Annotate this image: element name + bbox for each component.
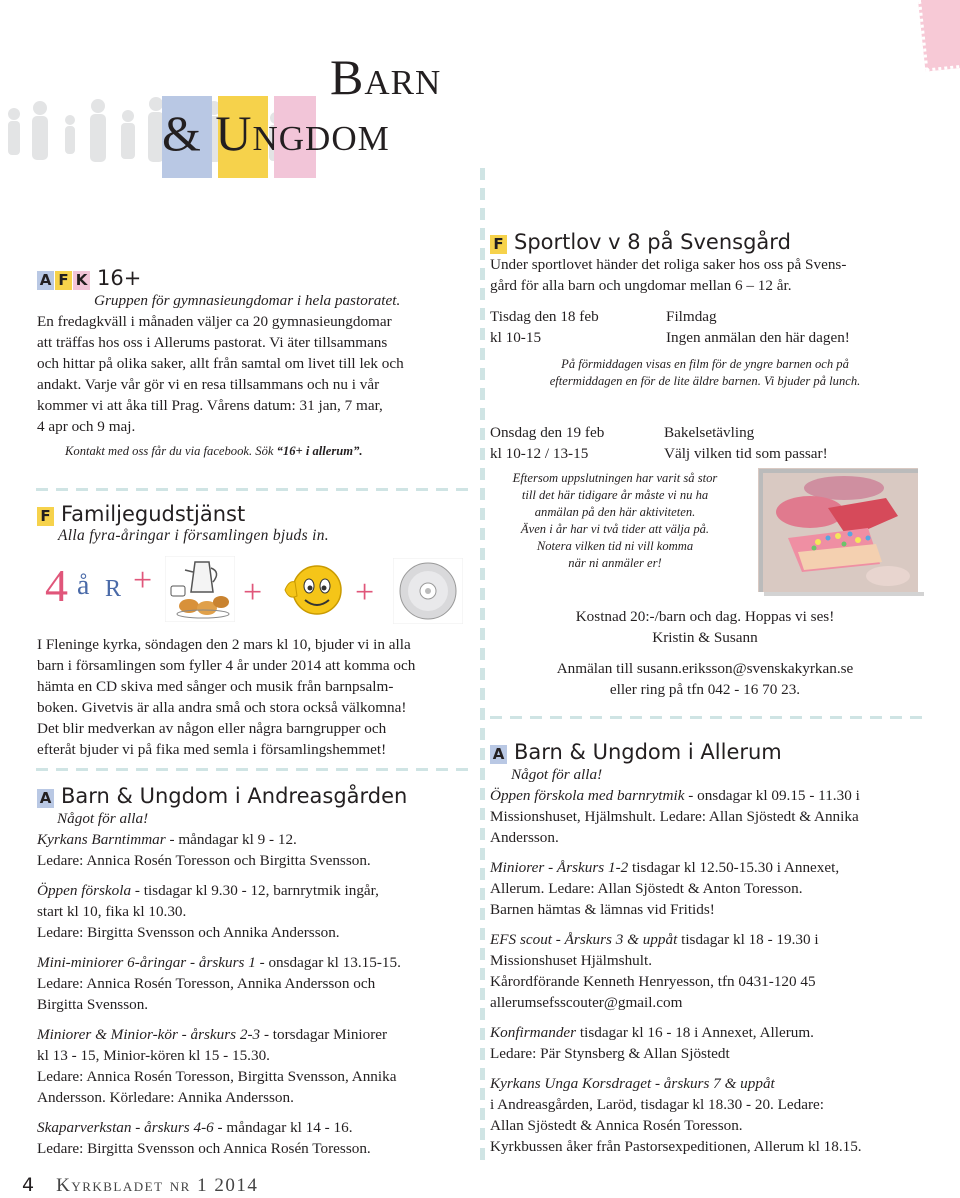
tag-a: A xyxy=(37,789,54,808)
tag-f: F xyxy=(37,507,54,526)
body-line: En fredagkväll i månaden väljer ca 20 gymnasieungdomar xyxy=(37,313,392,330)
info-line: Även i år har vi två tider att välja på. xyxy=(520,522,710,536)
section-familjegudstjanst xyxy=(37,500,477,760)
activity-item xyxy=(490,1073,940,1157)
day2-date: Onsdag den 19 feb xyxy=(490,424,605,441)
plus-sign: + xyxy=(133,562,153,599)
activity-detail: Missionshuset, Hjälmshult. Ledare: Allan Sjöstedt & Annika xyxy=(490,808,859,825)
day2-time: kl 10-12 / 13-15 xyxy=(490,445,589,462)
four-numeral: 4 xyxy=(45,560,68,611)
day1-info xyxy=(490,356,920,390)
activity-detail: Allan Sjöstedt & Annica Rosén Toresson. xyxy=(490,1117,743,1134)
body-line: I Fleninge kyrka, söndagen den 2 mars kl 10, bjuder vi in alla xyxy=(37,636,411,653)
activity-time: - torsdagar Miniorer xyxy=(260,1026,388,1043)
info-line: På förmiddagen visas en film för de yngre barnen och på xyxy=(561,357,849,371)
activity-detail: i Andreasgården, Laröd, tisdagar kl 18.30 - 20. Ledare: xyxy=(490,1096,825,1113)
body-line: och hittar på olika saker, allt från samtal om livet till lek och xyxy=(37,355,404,372)
cost-info xyxy=(490,606,920,648)
section-16plus xyxy=(37,264,477,460)
activity-list xyxy=(490,785,940,1157)
plus-sign: + xyxy=(355,574,375,611)
activity-detail: Barnen hämtas & lämnas vid Fritids! xyxy=(490,901,715,918)
tag-f: F xyxy=(490,235,507,254)
body-line: boken. Givetvis är alla andra små och stora också välkomna! xyxy=(37,699,407,716)
facebook-search-term: “16+ i allerum”. xyxy=(276,444,363,458)
section-title: 16+ xyxy=(97,266,142,290)
tag-k: K xyxy=(73,271,90,290)
activity-name: Öppen förskola xyxy=(37,882,132,899)
body-line: hämta en CD skiva med sånger och musik från barnpsalm- xyxy=(37,678,394,695)
activity-time: - tisdagar kl 9.30 - 12, barnrytmik ingår, xyxy=(131,882,379,899)
day1-note: Ingen anmälan den här dagen! xyxy=(666,329,850,346)
activity-name: Kyrkans Barntimmar xyxy=(37,831,166,848)
divider-sportlov xyxy=(490,716,924,719)
activity-detail: start kl 10, fika kl 10.30. xyxy=(37,903,187,920)
activity-item xyxy=(37,829,477,871)
activity-item xyxy=(37,952,477,1015)
section-subtitle: Alla fyra-åringar i församlingen bjuds in. xyxy=(58,527,329,544)
column-divider xyxy=(480,168,485,1168)
activity-detail: Ledare: Annica Rosén Toresson, Birgitta Svensson, Annika xyxy=(37,1068,397,1085)
activity-item xyxy=(37,1117,477,1159)
day1-activity: Filmdag xyxy=(666,308,717,325)
section-subtitle: Något för alla! xyxy=(57,810,149,827)
activity-detail: Allerum. Ledare: Allan Sjöstedt & Anton Toresson. xyxy=(490,880,803,897)
activity-detail: Kyrkbussen åker från Pastorsexpeditionen, Allerum kl 18.15. xyxy=(490,1138,862,1155)
section-subtitle: Gruppen för gymnasieungdomar i hela pastoratet. xyxy=(94,292,401,309)
activity-detail: Kårordförande Kenneth Henryesson, tfn 0431-120 45 xyxy=(490,973,816,990)
activity-item xyxy=(490,929,940,1013)
activity-name: Skaparverkstan - årskurs 4-6 xyxy=(37,1119,214,1136)
activity-time: - måndagar kl 9 - 12. xyxy=(165,831,297,848)
activity-detail: Ledare: Birgitta Svensson och Annika Andersson. xyxy=(37,924,340,941)
activity-time: tisdagar kl 18 - 19.30 i xyxy=(677,931,819,948)
photo-shadow xyxy=(764,592,924,596)
activity-item xyxy=(37,1024,477,1108)
activity-detail: kl 13 - 15, Minior-kören kl 15 - 15.30. xyxy=(37,1047,270,1064)
activity-detail: Ledare: Birgitta Svensson och Annica Rosén Toresson. xyxy=(37,1140,371,1157)
activity-detail: Ledare: Annica Rosén Toresson och Birgitta Svensson. xyxy=(37,852,371,869)
page-title-line1: Barn xyxy=(330,49,442,105)
section-title: Barn & Ungdom i Andreasgården xyxy=(61,784,408,808)
body-line: Det blir medverkan av någon eller några barngrupper och xyxy=(37,720,387,737)
info-line: till det här tidigare år måste vi nu ha xyxy=(521,488,709,502)
cost-text: Kostnad 20:-/barn och dag. Hoppas vi ses! xyxy=(575,608,835,625)
publication-name: Kyrkbladet nr 1 2014 xyxy=(56,1175,259,1196)
activity-detail: Andersson. Körledare: Annika Andersson. xyxy=(37,1089,294,1106)
body-line: kommer vi att åka till Prag. Vårens datum: 31 jan, 7 mar, xyxy=(37,397,383,414)
body-line: att träffas hos oss i Allerums pastorat. Vi äter tillsammans xyxy=(37,334,388,351)
activity-detail: Ledare: Pär Stynsberg & Allan Sjöstedt xyxy=(490,1045,730,1062)
body-line: andakt. Varje vår gör vi en resa tillsammans och nu i vår xyxy=(37,376,380,393)
body-line: barn i församlingen som fyller 4 år under 2014 att komma och xyxy=(37,657,416,674)
cd-disc-icon xyxy=(393,558,463,624)
smiley-thumbs-up-icon xyxy=(283,562,347,620)
activity-item xyxy=(490,785,940,848)
activity-item xyxy=(37,880,477,943)
activity-detail: Birgitta Svensson. xyxy=(37,996,149,1013)
section-body xyxy=(37,311,477,437)
info-line: eftermiddagen en för de lite äldre barnen. Vi bjuder på lunch. xyxy=(549,374,861,388)
tag-a: A xyxy=(37,271,54,290)
coffee-buns-icon xyxy=(165,556,235,622)
activity-name: Mini-miniorer 6-åringar - årskurs 1 xyxy=(37,954,256,971)
day2-info xyxy=(490,470,740,572)
signup-info xyxy=(490,658,920,700)
activity-name: Miniorer - Årskurs 1-2 xyxy=(490,859,629,876)
activity-time: tisdagar kl 16 - 18 i Annexet, Allerum. xyxy=(576,1024,814,1041)
section-title: Barn & Ungdom i Allerum xyxy=(514,740,782,764)
divider-16plus xyxy=(36,488,470,491)
info-line: Notera vilken tid ni vill komma xyxy=(536,539,694,553)
day2-note: Välj vilken tid som passar! xyxy=(664,445,828,462)
activity-name: EFS scout - Årskurs 3 & uppåt xyxy=(490,931,678,948)
activity-item xyxy=(490,1022,940,1064)
info-line: Eftersom uppslutningen har varit så stor xyxy=(512,471,718,485)
stamp-decoration xyxy=(918,0,960,72)
activity-item xyxy=(490,857,940,920)
section-subtitle: Något för alla! xyxy=(511,766,603,783)
day2-activity: Bakelsetävling xyxy=(664,424,755,441)
section-title: Familjegudstjänst xyxy=(61,502,246,526)
contact-text: Kontakt med oss får du via facebook. Sök xyxy=(65,444,277,458)
body-line: efteråt bjuder vi på fika med semla i församlingshemmet! xyxy=(37,741,387,758)
cake-photo-image xyxy=(758,468,918,592)
body-line: gård för alla barn och ungdomar mellan 6 – 12 år. xyxy=(490,277,792,294)
page-number: 4 xyxy=(22,1174,35,1196)
signup-phone: eller ring på tfn 042 - 16 70 23. xyxy=(609,681,801,698)
day1-date: Tisdag den 18 feb xyxy=(490,308,599,325)
activity-name: Konfirmander xyxy=(490,1024,577,1041)
section-allerum xyxy=(490,738,940,1157)
activity-time: - onsdagar kl 09.15 - 11.30 i xyxy=(684,787,860,804)
day1-time: kl 10-15 xyxy=(490,329,542,346)
contact-note xyxy=(65,443,477,460)
section-body xyxy=(37,634,477,760)
activity-list xyxy=(37,829,477,1159)
page-footer xyxy=(22,1174,258,1198)
divider-familj xyxy=(36,768,470,771)
tag-a: A xyxy=(490,745,507,764)
body-line: 4 apr och 9 maj. xyxy=(37,418,136,435)
signup-email: Anmälan till susann.eriksson@svenskakyrkan.se xyxy=(556,660,854,677)
four-year-graphic xyxy=(37,556,477,632)
activity-time: - måndagar kl 14 - 16. xyxy=(213,1119,353,1136)
tag-f: F xyxy=(55,271,72,290)
page-title-line2: & Ungdom xyxy=(162,105,390,161)
activity-time: - onsdagar kl 13.15-15. xyxy=(255,954,401,971)
activity-name: Öppen förskola med barnrytmik xyxy=(490,787,685,804)
ar-letter-r: R xyxy=(105,576,122,602)
info-line: anmälan på den här aktiviteten. xyxy=(534,505,696,519)
activity-detail: Andersson. xyxy=(490,829,559,846)
info-line: när ni anmäler er! xyxy=(568,556,662,570)
section-andreasgarden xyxy=(37,782,477,1159)
body-line: Under sportlovet händer det roliga saker hos oss på Svens- xyxy=(490,256,847,273)
activity-time: tisdagar kl 12.50-15.30 i Annexet, xyxy=(628,859,840,876)
activity-name: Kyrkans Unga Korsdraget - årskurs 7 & uppåt xyxy=(490,1075,775,1092)
activity-detail: allerumsefsscouter@gmail.com xyxy=(490,994,683,1011)
activity-detail: Ledare: Annica Rosén Toresson, Annika Andersson och xyxy=(37,975,376,992)
plus-sign: + xyxy=(243,574,263,611)
organizer-names: Kristin & Susann xyxy=(652,629,758,646)
activity-name: Miniorer & Minior-kör - årskurs 2-3 xyxy=(37,1026,261,1043)
intro-text xyxy=(490,254,930,296)
header-banner xyxy=(0,40,480,160)
section-sportlov xyxy=(490,228,930,698)
section-title: Sportlov v 8 på Svensgård xyxy=(514,230,791,254)
ar-letter-a: å xyxy=(77,570,90,601)
activity-detail: Missionshuset Hjälmshult. xyxy=(490,952,653,969)
